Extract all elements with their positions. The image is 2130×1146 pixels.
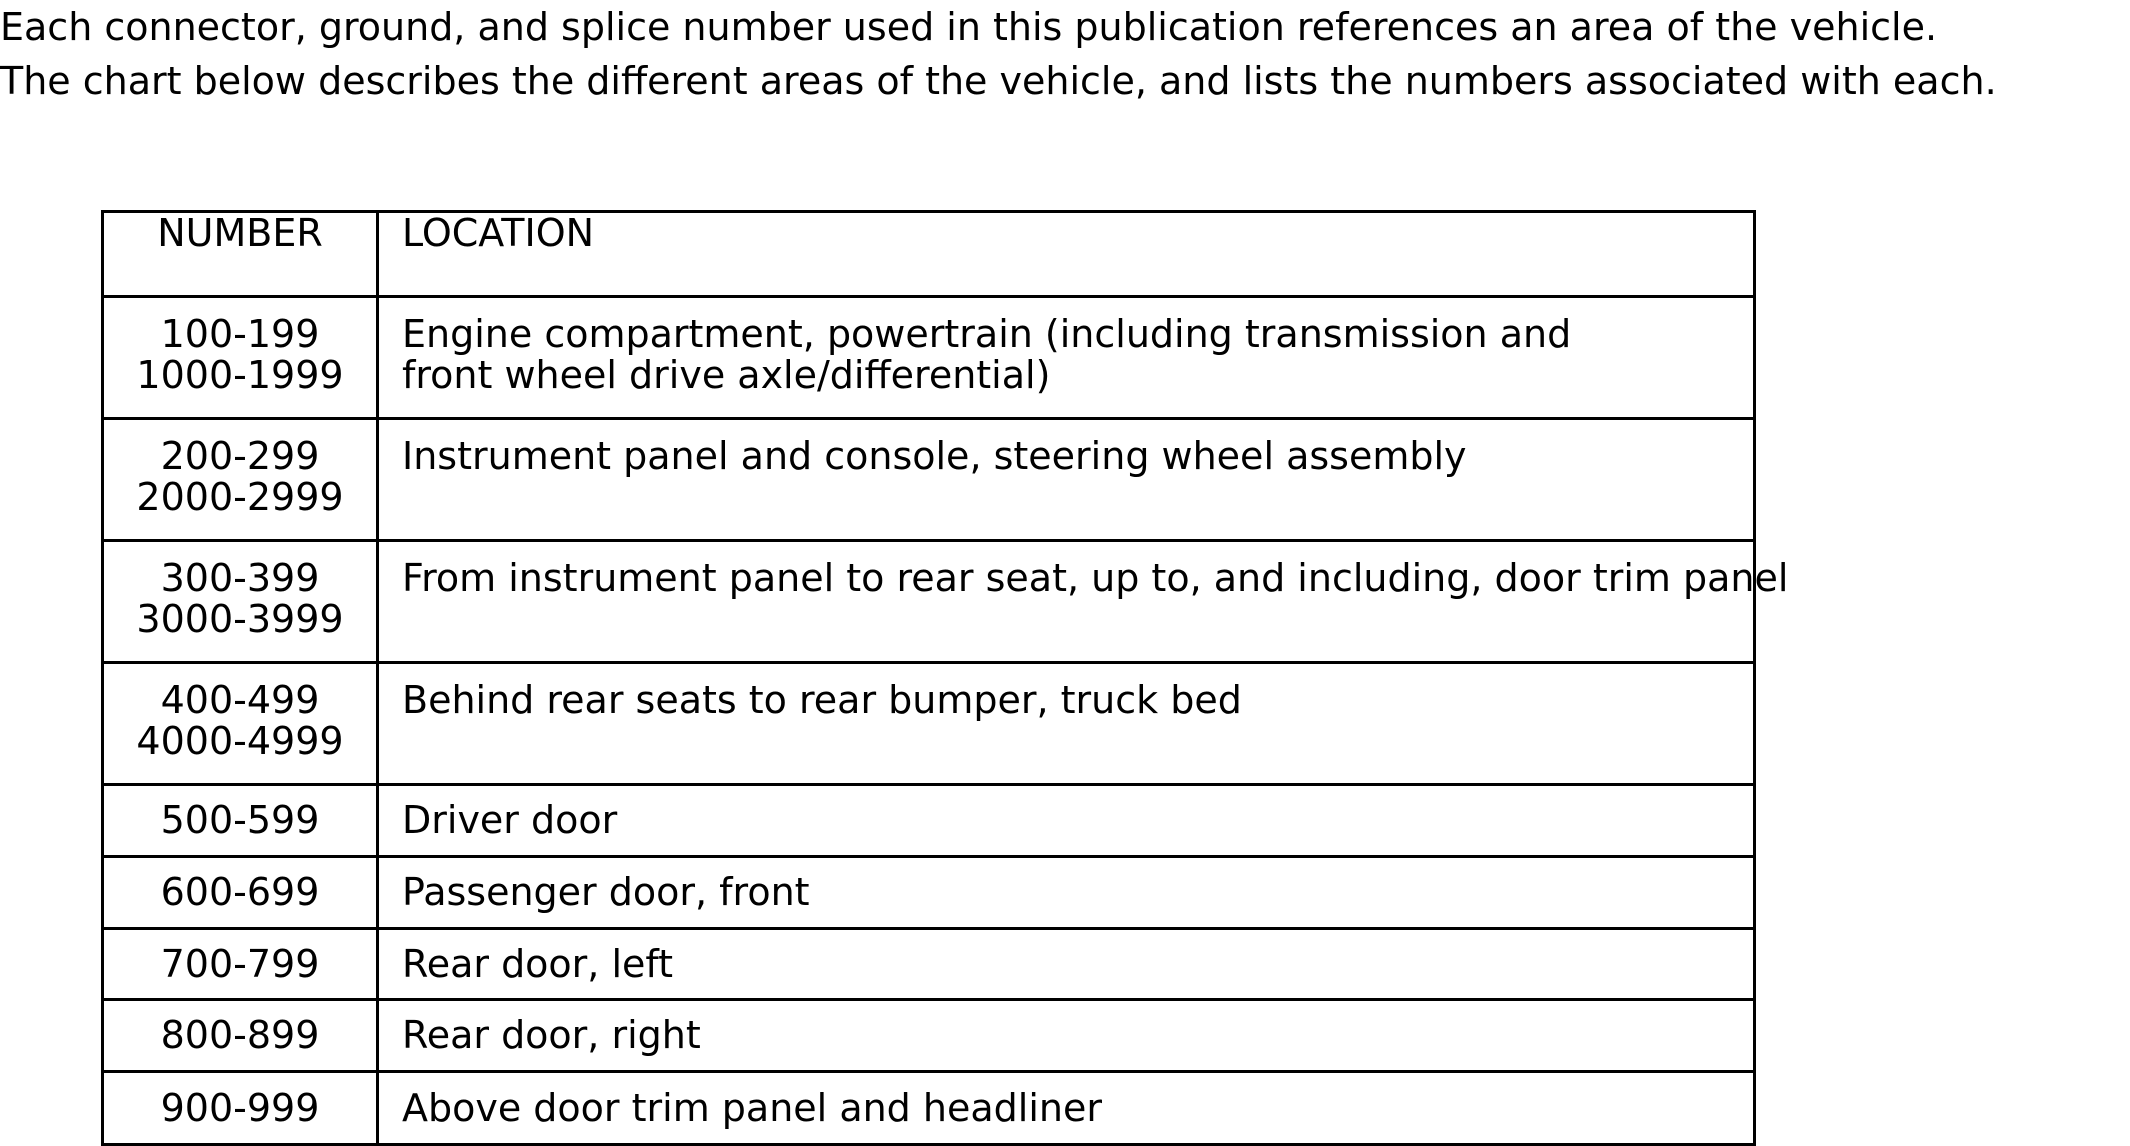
table-row: [103, 419, 1755, 541]
location-cell: Driver door: [378, 785, 1755, 857]
number-range: 3000-3999: [136, 597, 344, 641]
location-text: Engine compartment, powertrain (including transmission and: [402, 312, 1572, 356]
table-row: [103, 663, 1755, 785]
location-cell: Passenger door, front: [378, 857, 1755, 929]
number-cell: [103, 541, 378, 663]
number-cell: 600-699: [103, 857, 378, 929]
vehicle-area-number-table: [101, 210, 1789, 1146]
table-row: [103, 929, 1755, 1000]
intro-line-1: Each connector, ground, and splice number used in this publication references an area of the vehicle.: [0, 5, 1938, 49]
table-row: [103, 541, 1755, 663]
table-row: [103, 857, 1755, 929]
table-row: [103, 297, 1755, 419]
number-range: 100-199: [160, 312, 320, 356]
table-row: [103, 1000, 1755, 1072]
location-text: From instrument panel to rear seat, up to, and including, door trim panel: [402, 556, 1789, 600]
number-cell: 700-799: [103, 929, 378, 1000]
location-cell: Rear door, right: [378, 1000, 1755, 1072]
number-range: 4000-4999: [136, 719, 344, 763]
number-cell: [103, 663, 378, 785]
number-cell: 800-899: [103, 1000, 378, 1072]
location-cell: Above door trim panel and headliner: [378, 1072, 1755, 1145]
location-cell: Rear door, left: [378, 929, 1755, 1000]
header-location: LOCATION: [378, 212, 1755, 297]
number-range: 200-299: [160, 434, 320, 478]
intro-text: [0, 0, 2130, 108]
number-range: 1000-1999: [136, 353, 344, 397]
intro-line-2: The chart below describes the different areas of the vehicle, and lists the numbers associated with each.: [0, 59, 1997, 103]
number-cell: [103, 297, 378, 419]
location-text: Instrument panel and console, steering wheel assembly: [402, 434, 1467, 478]
number-range: 300-399: [160, 556, 320, 600]
number-range: 2000-2999: [136, 475, 344, 519]
location-text: Behind rear seats to rear bumper, truck bed: [402, 678, 1242, 722]
table-header-row: [103, 212, 1755, 297]
location-cell: [378, 663, 1755, 785]
table-row: [103, 785, 1755, 857]
number-cell: [103, 419, 378, 541]
header-number: NUMBER: [103, 212, 378, 297]
location-cell: [378, 297, 1755, 419]
location-cell: [378, 419, 1755, 541]
number-cell: 900-999: [103, 1072, 378, 1145]
location-cell: [378, 541, 1789, 663]
table-row: [103, 1072, 1755, 1145]
location-text: front wheel drive axle/differential): [402, 353, 1051, 397]
number-range: 400-499: [160, 678, 320, 722]
number-cell: 500-599: [103, 785, 378, 857]
